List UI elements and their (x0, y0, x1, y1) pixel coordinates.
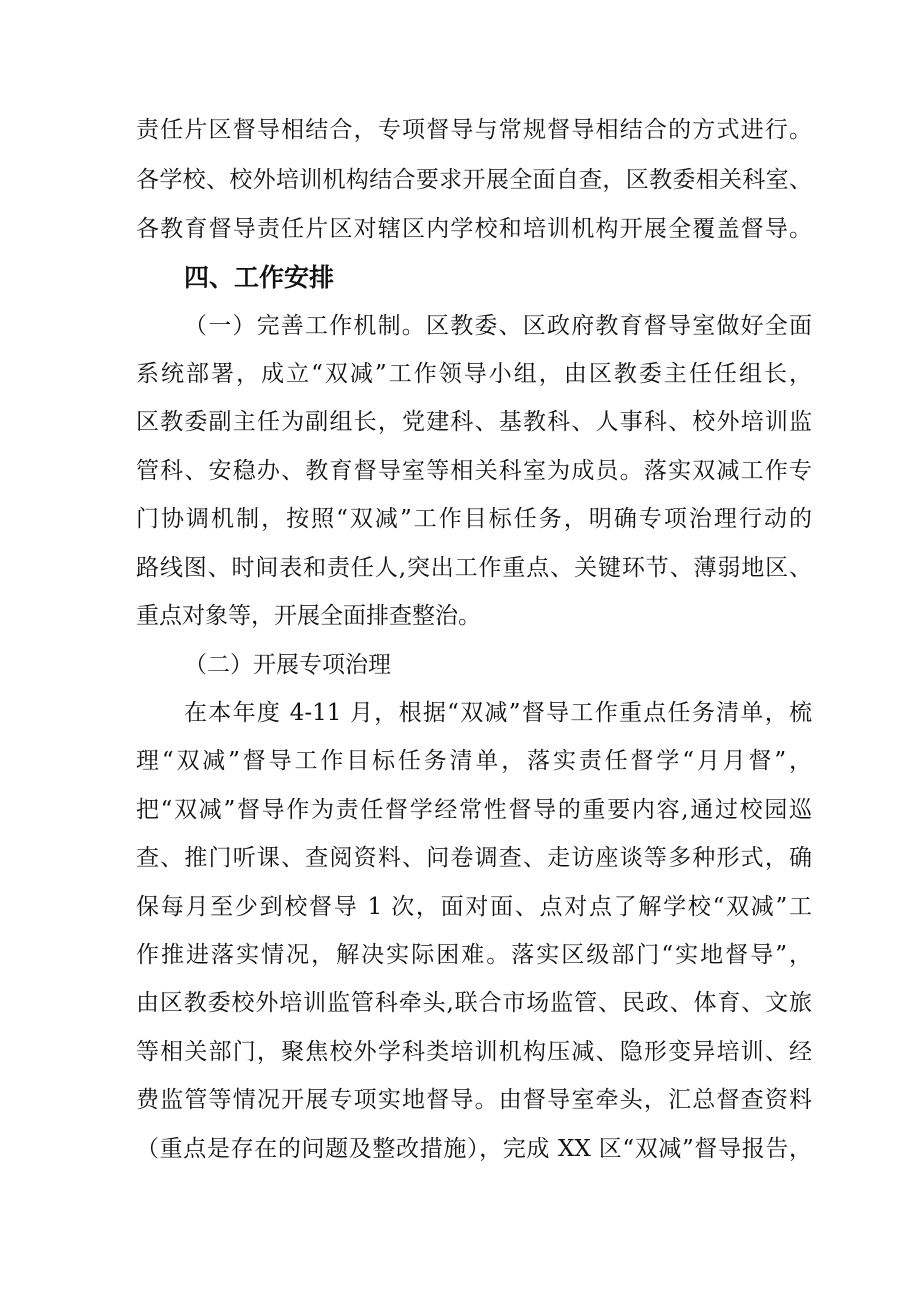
para3-line-2: 理“双减”督导工作目标任务清单，落实责任督学“月月督”， (136, 748, 812, 774)
para1-line-7: 重点对象等，开展全面排查整治。 (136, 603, 481, 629)
section-heading: 四、工作安排 (184, 263, 335, 292)
para1-line-3: 区教委副主任为副组长，党建科、基教科、人事科、校外培训监 (136, 409, 812, 435)
para1-line-5: 门协调机制，按照“双减”工作目标任务，明确专项治理行动的 (136, 506, 812, 532)
para3-line-9: 费监管等情况开展专项实地督导。由督导室牵头，汇总督查资料 (136, 1087, 812, 1113)
intro-line-2: 各学校、校外培训机构结合要求开展全面自查，区教委相关科室、 (136, 167, 812, 193)
para3-line-3: 把“双减”督导作为责任督学经常性督导的重要内容,通过校园巡 (136, 797, 812, 823)
para3-line-4: 查、推门听课、查阅资料、问卷调查、走访座谈等多种形式，确 (136, 845, 812, 871)
para2-heading: （二）开展专项治理 (184, 652, 391, 678)
para1-line-2: 系统部署，成立“双减”工作领导小组，由区教委主任任组长， (136, 361, 812, 387)
para3-line-5: 保每月至少到校督导 1 次，面对面、点对点了解学校“双减”工 (136, 894, 812, 920)
intro-line-1: 责任片区督导相结合，专项督导与常规督导相结合的方式进行。 (136, 117, 812, 143)
para1-line-1: （一）完善工作机制。区教委、区政府教育督导室做好全面 (184, 313, 812, 339)
para3-line-10: （重点是存在的问题及整改措施），完成 XX 区“双减”督导报告， (136, 1136, 812, 1162)
para3-line-1: 在本年度 4-11 月，根据“双减”督导工作重点任务清单，梳 (184, 700, 812, 726)
para1-line-6: 路线图、时间表和责任人,突出工作重点、关键环节、薄弱地区、 (136, 555, 812, 581)
para1-line-4: 管科、安稳办、教育督导室等相关科室为成员。落实双减工作专 (136, 458, 812, 484)
intro-line-3: 各教育督导责任片区对辖区内学校和培训机构开展全覆盖督导。 (136, 216, 812, 242)
para3-line-7: 由区教委校外培训监管科牵头,联合市场监管、民政、体育、文旅 (136, 990, 812, 1016)
para3-line-6: 作推进落实情况，解决实际困难。落实区级部门“实地督导”， (136, 942, 812, 968)
para3-line-8: 等相关部门，聚焦校外学科类培训机构压减、隐形变异培训、经 (136, 1039, 812, 1065)
